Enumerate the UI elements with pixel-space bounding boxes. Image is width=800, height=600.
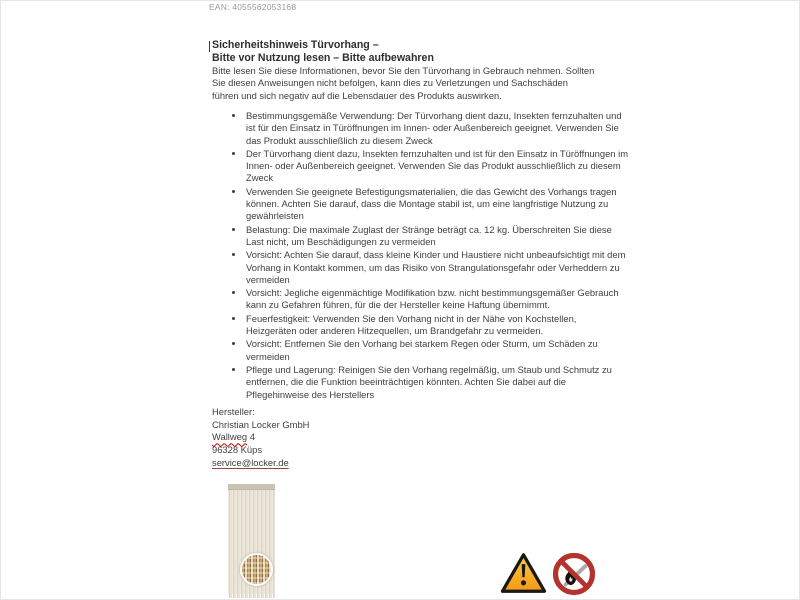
bullet-item: • Pflege und Lagerung: Reinigen Sie den Vorhang regelmäßig, um Staub und Schmutz zu entfernen, die die Funktion beeinträchtigen könnten. Achten Sie dabei auf die Pflegehinweise des Herstellers [245, 364, 629, 401]
bullet-item: • Vorsicht: Jegliche eigenmächtige Modifikation bzw. nicht bestimmungsgemäßer Gebrauch kann zu Gefahren führen, für die der Hersteller keine Haftung übernimmt. [245, 287, 629, 312]
warning-triangle-icon [500, 552, 547, 594]
safety-bullet-list [212, 110, 629, 402]
manufacturer-city: 96328 Küps [212, 444, 263, 456]
manufacturer-street [212, 431, 309, 444]
manufacturer-email-link[interactable]: service@locker.de [212, 456, 289, 468]
intro-paragraph: Bitte lesen Sie diese Informationen, bevor Sie den Türvorhang in Gebrauch nehmen. Sollten Sie diesen Anweisungen nicht befolgen, kann dies zu Verletzungen und Sachschäden führen und sich negativ auf die Lebensdauer des Produkts auswirken. [212, 65, 595, 101]
title-line-1: Sicherheitshinweis Türvorhang – [212, 39, 379, 51]
street-number: 4 [249, 431, 255, 443]
manufacturer-company: Christian Locker GmbH [212, 418, 310, 430]
page-title [212, 39, 596, 66]
bullet-item: • Der Türvorhang dient dazu, Insekten fernzuhalten und ist für den Einsatz in Türöffnungen im Innen- oder Außenbereich geeignet. Verwenden Sie das Produkt ausschließlich zu diesem Zweck [245, 148, 629, 185]
curtain-detail-inset-circle [240, 553, 273, 586]
manufacturer-block [212, 406, 309, 470]
street-name-misspelled: Wallweg [212, 431, 248, 443]
curtain-fringe [228, 594, 275, 598]
curtain-rod-pocket [228, 484, 275, 490]
text-cursor [209, 41, 210, 52]
bullet-item: • Vorsicht: Entfernen Sie den Vorhang bei starkem Regen oder Sturm, um Schäden zu vermeiden [245, 338, 629, 363]
no-open-flames-icon [552, 552, 596, 596]
ean-label: EAN: 4055562053168 [209, 2, 297, 12]
bullet-item: • Vorsicht: Achten Sie darauf, dass kleine Kinder und Haustiere nicht unbeaufsichtigt mit dem Vorhang in Kontakt kommen, um das Risiko von Strangulationsgefahr oder Verheddern zu vermeiden [245, 249, 629, 286]
manufacturer-label: Hersteller: [212, 406, 255, 417]
bullet-item: • Feuerfestigkeit: Verwenden Sie den Vorhang nicht in der Nähe von Kochstellen, Heizgeräten oder anderen Hitzequellen, um Brandgefahr zu vermeiden. [245, 313, 629, 338]
bullet-item: • Belastung: Die maximale Zuglast der Stränge beträgt ca. 12 kg. Überschreiten Sie diese Last nicht, um Beschädigungen zu vermeiden [245, 224, 629, 249]
bullet-item: • Verwenden Sie geeignete Befestigungsmaterialien, die das Gewicht des Vorhangs tragen können. Achten Sie darauf, dass die Montage stabil ist, um eine langfristige Nutzung zu gewährleisten [245, 186, 629, 223]
bullet-item: • Bestimmungsgemäße Verwendung: Der Türvorhang dient dazu, Insekten fernzuhalten und ist für den Einsatz in Türöffnungen im Innen- oder Außenbereich geeignet. Verwenden Sie das Produkt ausschließlich zu diesem Zweck [245, 110, 629, 147]
title-line-2: Bitte vor Nutzung lesen – Bitte aufbewahren [212, 52, 434, 65]
